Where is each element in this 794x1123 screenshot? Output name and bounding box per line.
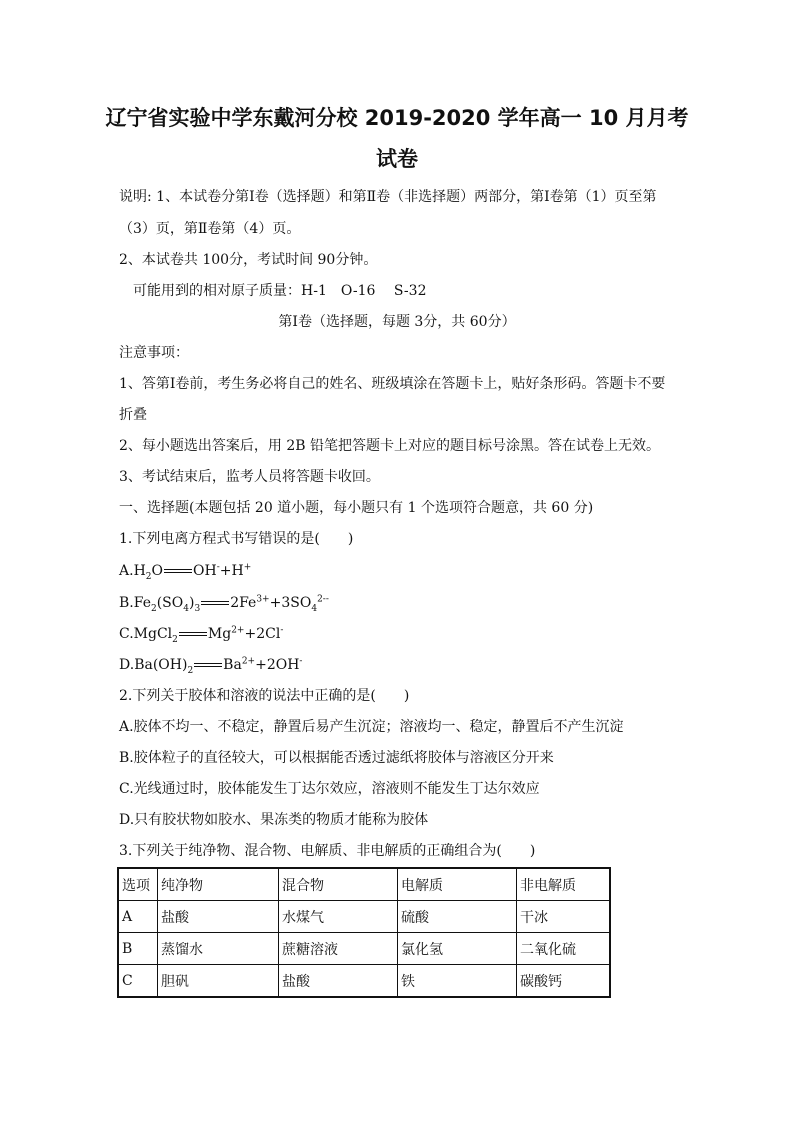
table-header-cell: 非电解质 [517, 868, 611, 901]
note-2: 2、每小题选出答案后，用 2B 铅笔把答题卡上对应的题目标号涂黑。答在试卷上无效。 [119, 438, 661, 454]
table-cell: B [118, 933, 158, 965]
note-1-line1: 1、答第Ⅰ卷前，考生务必将自己的姓名、班级填涂在答题卡上，贴好条形码。答题卡不要 [119, 376, 666, 392]
table-header-cell: 选项 [118, 868, 158, 901]
table-cell: 干冰 [517, 901, 611, 933]
question-2-option-d: D.只有胶状物如胶水、果冻类的物质才能称为胶体 [119, 812, 429, 828]
section-heading: 第Ⅰ卷（选择题，每题 3分，共 60分） [278, 314, 516, 330]
question-1-option-a: $A.H_2O$ OH-+H+ [119, 562, 252, 582]
table-cell: 氯化氢 [398, 933, 517, 965]
question-1-option-c: C.MgCl$_2$ $Mg^{2+}+2Cl^-$ [119, 625, 284, 645]
part-heading: 一、选择题(本题包括 20 道小题，每小题只有 1 个选项符合题意，共 60 分) [119, 500, 594, 516]
table-header-cell: 电解质 [398, 868, 517, 901]
table-cell: 水煤气 [279, 901, 398, 933]
note-3: 3、考试结束后，监考人员将答题卡收回。 [119, 469, 380, 485]
question-1-option-b: $B.Fe_2(SO_4)_3$ $2Fe^{3+}+3SO_4^{2--}$ [119, 594, 329, 614]
table-cell: 胆矾 [158, 965, 279, 998]
table-header-cell: 纯净物 [158, 868, 279, 901]
table-cell: 碳酸钙 [517, 965, 611, 998]
equals-sign [194, 662, 222, 669]
atomic-masses: 可能用到的相对原子质量：H-1 O-16 S-32 [133, 283, 427, 299]
table-cell: 铁 [398, 965, 517, 998]
table-cell: 硫酸 [398, 901, 517, 933]
table-header-row [118, 868, 610, 901]
instructions-line3: 2、本试卷共 100分，考试时间 90分钟。 [119, 252, 378, 268]
note-1-line2: 折叠 [119, 407, 147, 423]
table-cell: 盐酸 [279, 965, 398, 998]
table-cell: 盐酸 [158, 901, 279, 933]
table-row [118, 965, 610, 998]
equals-sign [164, 568, 192, 575]
question-2-option-c: C.光线通过时，胶体能发生丁达尔效应，溶液则不能发生丁达尔效应 [119, 781, 540, 797]
question-2-option-a: A.胶体不均一、不稳定，静置后易产生沉淀；溶液均一、稳定，静置后不产生沉淀 [119, 719, 624, 735]
table-row [118, 901, 610, 933]
table-header-cell: 混合物 [279, 868, 398, 901]
table-cell: 二氧化硫 [517, 933, 611, 965]
equals-sign [201, 600, 229, 607]
table-cell: 蔗糖溶液 [279, 933, 398, 965]
instructions-line1: 说明: 1、本试卷分第Ⅰ卷（选择题）和第Ⅱ卷（非选择题）两部分，第Ⅰ卷第（1）页至第 [119, 189, 657, 205]
question-3-stem: 3.下列关于纯净物、混合物、电解质、非电解质的正确组合为( ) [119, 843, 536, 859]
question-2-stem: 2.下列关于胶体和溶液的说法中正确的是( ) [119, 688, 410, 704]
exam-title-line2: 试卷 [376, 147, 418, 171]
instructions-line2: （3）页，第Ⅱ卷第（4）页。 [119, 221, 301, 237]
question-1-stem: 1.下列电离方程式书写错误的是( ) [119, 531, 354, 547]
exam-title-line1: 辽宁省实验中学东戴河分校 2019-2020 学年高一 10 月月考 [105, 106, 689, 130]
equals-sign [179, 631, 207, 638]
table-row [118, 933, 610, 965]
question-2-option-b: B.胶体粒子的直径较大，可以根据能否透过滤纸将胶体与溶液区分开来 [119, 750, 554, 766]
question-1-option-d: $D.Ba(OH)_2$ $Ba^{2+}+2OH^-$ [119, 656, 303, 676]
question-3-table [117, 867, 611, 998]
table-cell: C [118, 965, 158, 998]
table-cell: 蒸馏水 [158, 933, 279, 965]
table-cell: A [118, 901, 158, 933]
notes-heading: 注意事项： [119, 345, 189, 361]
